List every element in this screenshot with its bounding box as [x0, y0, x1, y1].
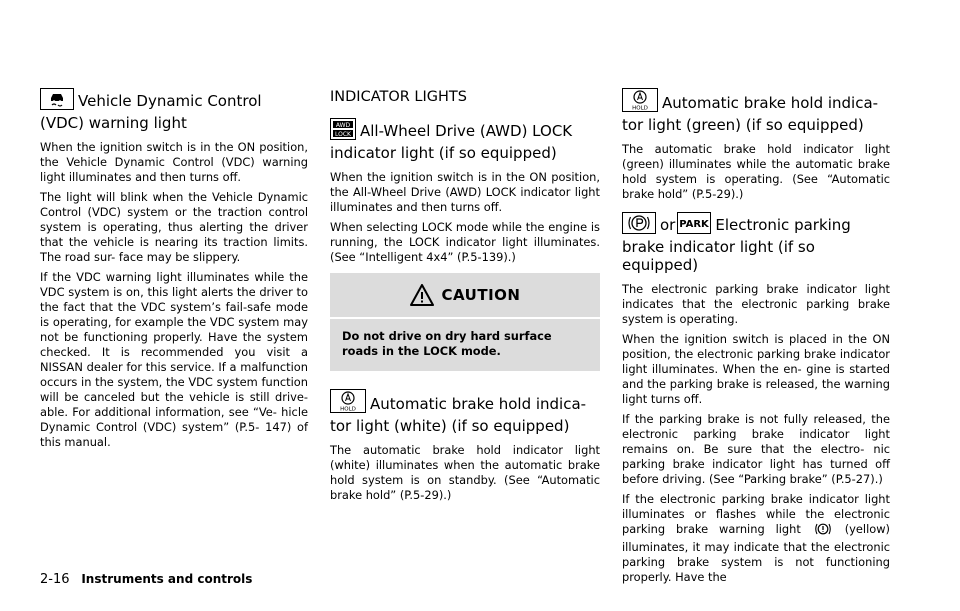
- park-icon-text: PARK: [679, 219, 710, 230]
- indicator-lights-title: INDICATOR LIGHTS: [330, 89, 467, 105]
- epb-paragraph-4: [622, 492, 890, 585]
- caution-box: [330, 273, 600, 371]
- park-icon: [677, 212, 711, 238]
- vdc-heading: [40, 88, 308, 132]
- brake-hold-icon: [330, 389, 366, 417]
- caution-label: CAUTION: [441, 286, 521, 304]
- awd-lock-icon: [330, 118, 356, 144]
- brake-warning-icon: [814, 522, 832, 540]
- hold-icon-text: HOLD: [340, 406, 356, 413]
- awd-paragraph-2: When selecting LOCK mode while the engine is running, the LOCK indicator light illuminates. (See “Intelligent 4x4” (P.5-139).): [330, 220, 600, 264]
- hold-icon-text: HOLD: [632, 105, 648, 112]
- brake-hold-icon: [622, 88, 658, 116]
- vdc-paragraph-1: When the ignition switch is in the ON position, the Vehicle Dynamic Control (VDC) warning light illuminates and then turns off.: [40, 140, 308, 184]
- epb-paragraph-4-start: If the electronic parking brake indicator light illuminates or flashes while the electronic parking brake warning light: [622, 492, 890, 536]
- column-3: [622, 88, 890, 590]
- hold-green-heading: [622, 88, 890, 134]
- epb-paragraph-2: When the ignition switch is placed in the ON position, the electronic parking brake indicator light illuminates. When the en- gine is started and the parking brake is released, the warning light turns off.: [622, 332, 890, 406]
- caution-header: [330, 273, 600, 319]
- footer-section-title: Instruments and controls: [81, 572, 253, 586]
- awd-paragraph-1: When the ignition switch is in the ON position, the All-Wheel Drive (AWD) LOCK indicator light illuminates and then turns off.: [330, 170, 600, 214]
- awd-heading-text: All-Wheel Drive (AWD) LOCK indicator light (if so equipped): [330, 122, 573, 162]
- hold-white-paragraph: The automatic brake hold indicator light (white) illuminates when the automatic brake hold system is on standby. (See “Automatic brake hold” (P.5-29).): [330, 443, 600, 502]
- parking-brake-circle-icon: [622, 212, 656, 238]
- column-2: [330, 88, 600, 508]
- caution-text: Do not drive on dry hard surface roads in the LOCK mode.: [342, 329, 552, 358]
- vdc-heading-text: Vehicle Dynamic Control (VDC) warning light: [40, 92, 262, 132]
- caution-icon: [410, 284, 434, 306]
- vdc-paragraph-3: If the VDC warning light illuminates while the VDC system is on, this light alerts the driver to the fact that the VDC system’s fail-safe mode is operating, for example the VDC system may not be functioning properly. Have the system checked. It is recommended you visit a NISSAN dealer for this service. If a malfunction occurs in the system, the VDC system function will be canceled but the vehicle is still drive- able. For additional information, see “Ve- hicle Dynamic Control (VDC) system” (P.5- 147) of this manual.: [40, 270, 308, 449]
- hold-white-heading-text: Automatic brake hold indica- tor light (white) (if so equipped): [330, 395, 587, 435]
- awd-heading: [330, 118, 600, 162]
- hold-green-paragraph: The automatic brake hold indicator light (green) illuminates while the automatic brake hold system is operating. (See “Automatic brake hold” (P.5-29).): [622, 142, 890, 201]
- vdc-warning-icon: [40, 88, 74, 114]
- epb-paragraph-3: If the parking brake is not fully released, the electronic parking brake indicator light remains on. Be sure that the electro- nic parking brake indicator light has turned off before driving. (See “Parking brake” (P.5-27).): [622, 412, 890, 486]
- epb-heading: [622, 212, 890, 274]
- hold-white-heading: [330, 389, 600, 435]
- hold-green-heading-text: Automatic brake hold indica- tor light (green) (if so equipped): [622, 94, 879, 134]
- awd-icon-text: AWD: [335, 122, 351, 129]
- epb-or-text: or: [660, 216, 676, 234]
- epb-heading-text: Electronic parking brake indicator light (if so equipped): [622, 216, 851, 274]
- epb-paragraph-1: The electronic parking brake indicator light indicates that the electronic parking brake system is operating.: [622, 282, 890, 326]
- epb-paragraph-4-end: (yellow) illuminates, it may indicate that the electronic parking brake system is not functioning properly. Have the: [622, 522, 890, 584]
- column-1: [40, 88, 308, 455]
- page-number: 2-16: [40, 572, 70, 587]
- page-footer: [40, 571, 252, 588]
- vdc-paragraph-2: The light will blink when the Vehicle Dynamic Control (VDC) system or the traction control system is operating, thus alerting the driver that the vehicle is nearing its traction limits. The road sur- face may be slippery.: [40, 190, 308, 264]
- awd-lock-icon-text: LOCK: [335, 131, 351, 138]
